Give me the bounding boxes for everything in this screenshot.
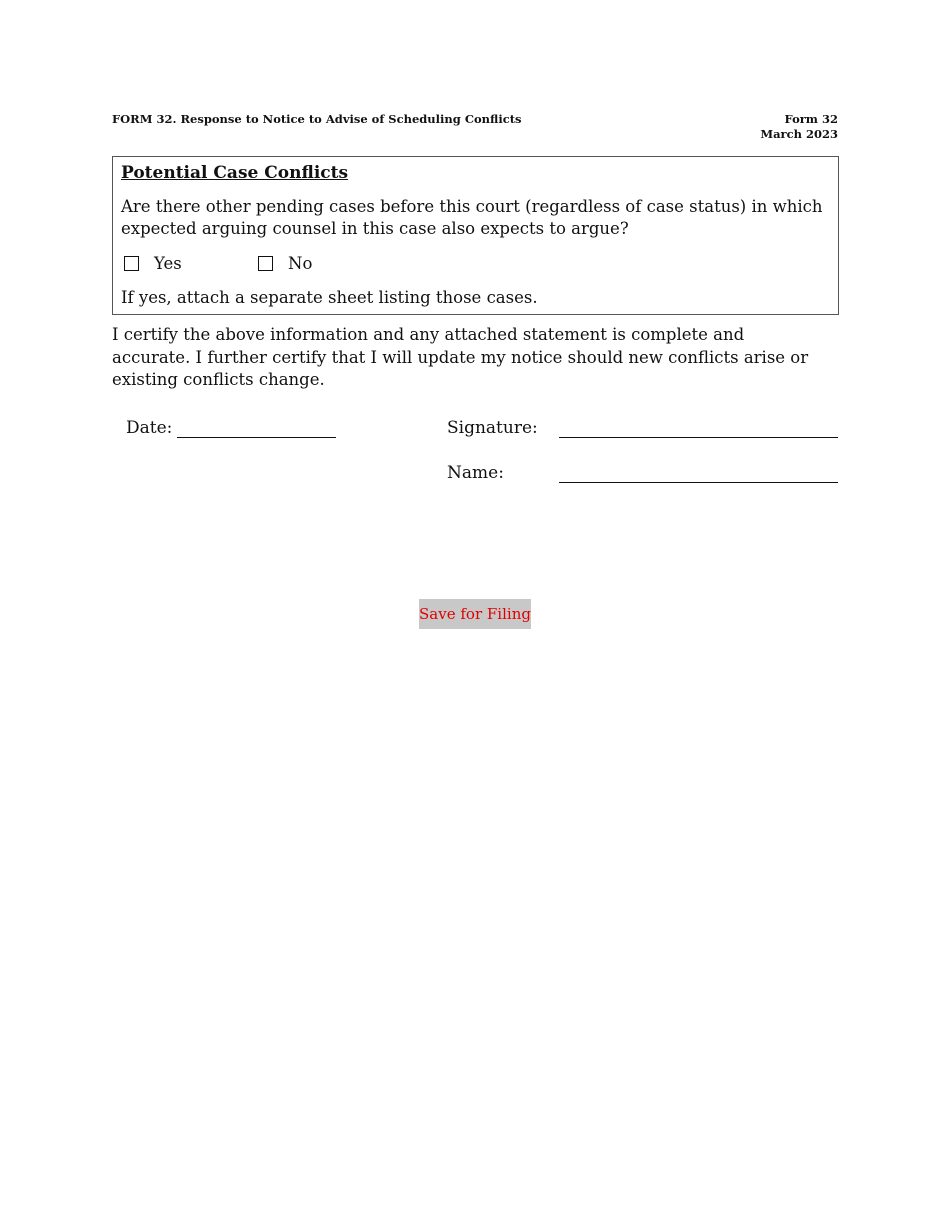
yes-label: Yes bbox=[154, 254, 182, 273]
name-label: Name: bbox=[447, 463, 504, 483]
certification-statement: I certify the above information and any attached statement is complete and accurate. I further certify that I will update my notice should new conflicts arise or existing conflicts change. bbox=[112, 325, 809, 389]
potential-conflicts-section bbox=[112, 156, 839, 315]
date-field[interactable] bbox=[177, 437, 336, 438]
form-number: Form 32 bbox=[784, 112, 838, 126]
section-title: Potential Case Conflicts bbox=[121, 163, 349, 183]
form-date: March 2023 bbox=[760, 127, 838, 141]
signature-field[interactable] bbox=[559, 437, 838, 438]
name-field[interactable] bbox=[559, 482, 838, 483]
yes-checkbox[interactable] bbox=[124, 256, 139, 271]
date-label: Date: bbox=[126, 418, 173, 438]
signature-label: Signature: bbox=[447, 418, 538, 438]
conflicts-question: Are there other pending cases before this court (regardless of case status) in which expected arguing counsel in this case also expects to argue? bbox=[121, 197, 823, 238]
save-for-filing-button[interactable]: Save for Filing bbox=[419, 599, 531, 629]
attach-note: If yes, attach a separate sheet listing those cases. bbox=[121, 288, 538, 307]
no-label: No bbox=[288, 254, 313, 273]
no-checkbox[interactable] bbox=[258, 256, 273, 271]
form-identifier bbox=[760, 112, 838, 142]
form-title: FORM 32. Response to Notice to Advise of Scheduling Conflicts bbox=[112, 112, 522, 126]
